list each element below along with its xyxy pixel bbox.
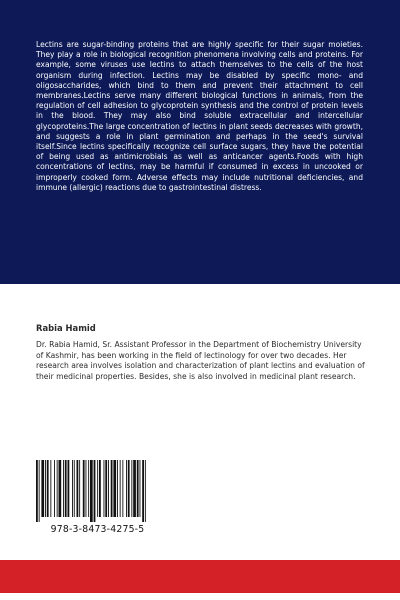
barcode-block (34, 460, 161, 540)
isbn-number: 978-3-8473-4275-5 (50, 524, 145, 535)
bottom-color-band (0, 560, 400, 593)
barcode-image (34, 460, 161, 522)
author-name: Rabia Hamid (36, 323, 96, 333)
blurb-panel (0, 0, 400, 284)
author-bio: Dr. Rabia Hamid, Sr. Assistant Professor in the Department of Biochemistry University of Kashmir, has been working in the field of lectinology for over two decades. Her research area involves isolation and characterization of plant lectins and evaluation of their medicinal properties. Besides, she is also involved in medicinal plant research. (36, 340, 365, 381)
book-description: Lectins are sugar-binding proteins that are highly specific for their sugar moieties. They play a role in biological recognition phenomena involving cells and proteins. For example, some viruses use lectins to attach themselves to the cells of the host organism during infection. Lectins may be disabled by specific mono- and oligosaccharides, which bind to them and prevent their attachment to cell membranes.Lectins serve many different biological functions in animals, from the regulation of cell adhesion to glycoprotein synthesis and the control of protein levels in the blood. They may also bind soluble extracellular and intercellular glycoproteins.The large concentration of lectins in plant seeds decreases with growth, and suggests a role in plant germination and perhaps in the seed's survival itself.Since lectins specifically recognize cell surface sugars, they have the potential of being used as antimicrobials as well as anticancer agents.Foods with high concentrations of lectins, may be harmful if consumed in excess in uncooked or improperly cooked form. Adverse effects may include nutritional deficiencies, and immune (allergic) reactions due to gastrointestinal distress. (36, 40, 363, 192)
